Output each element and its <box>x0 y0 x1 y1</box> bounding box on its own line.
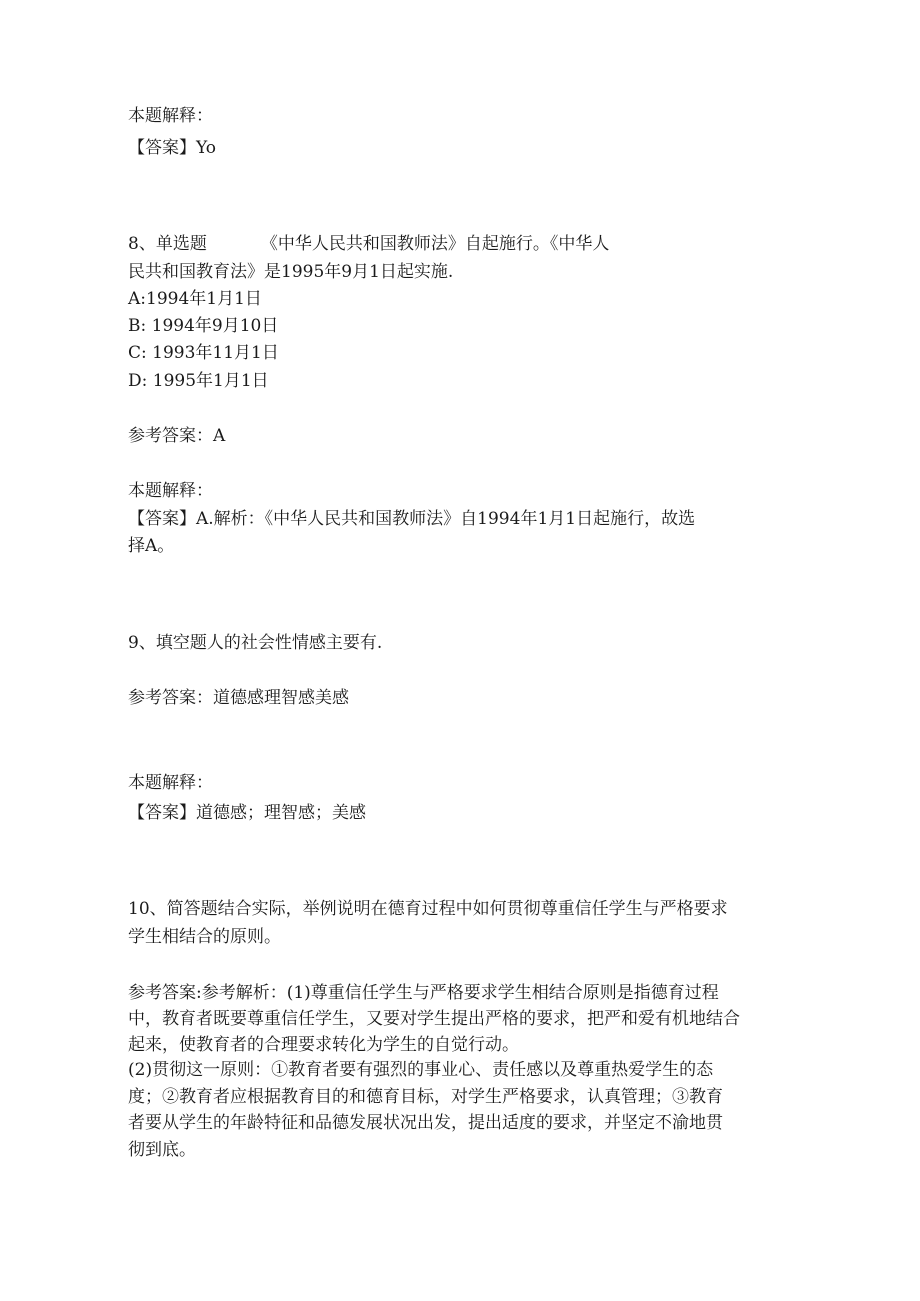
q8-option-c: C: 1993年11月1日 <box>128 343 279 363</box>
q7-answer-line: 【答案】Yo <box>128 138 216 158</box>
q8-option-d: D: 1995年1月1日 <box>128 371 269 391</box>
q10-answer-line2: 中，教育者既要尊重信任学生，又要对学生提出严格的要求，把严和爱有机地结合 <box>128 1009 740 1029</box>
q10-answer-line4: (2)贯彻这一原则：①教育者要有强烈的事业心、责任感以及尊重热爱学生的态 <box>128 1060 714 1080</box>
q8-explain-line1: 【答案】A.解析：《中华人民共和国教师法》自1994年1月1日起施行，故选 <box>128 509 696 529</box>
q10-answer-line7: 彻到底。 <box>128 1140 196 1160</box>
q10-answer-line1: 参考答案:参考解析：(1)尊重信任学生与严格要求学生相结合原则是指德育过程 <box>128 983 719 1003</box>
q10-answer-line6: 者要从学生的年龄特征和品德发展状况出发，提出适度的要求，并坚定不渝地贯 <box>128 1113 723 1133</box>
q9-explain-label: 本题解释： <box>128 773 213 793</box>
q7-explain-label: 本题解释： <box>128 106 213 126</box>
q8-stem-line2: 民共和国教育法》是1995年9月1日起实施. <box>128 262 454 282</box>
q8-option-a: A:1994年1月1日 <box>128 289 262 309</box>
q10-question-line1: 10、简答题结合实际，举例说明在德育过程中如何贯彻尊重信任学生与严格要求 <box>128 899 728 919</box>
q9-ref-answer: 参考答案：道德感理智感美感 <box>128 688 349 708</box>
q8-explain-line2: 择A。 <box>128 536 175 556</box>
q10-answer-line3: 起来，使教育者的合理要求转化为学生的自觉行动。 <box>128 1035 519 1055</box>
q9-question: 9、填空题人的社会性情感主要有. <box>128 633 383 653</box>
q8-number-type: 8、单选题 <box>128 234 207 254</box>
q8-option-b: B: 1994年9月10日 <box>128 316 279 336</box>
q9-explain-line: 【答案】道德感；理智感；美感 <box>128 803 366 823</box>
q10-answer-line5: 度；②教育者应根据教育目的和德育目标，对学生严格要求，认真管理；③教育 <box>128 1087 723 1107</box>
q10-question-line2: 学生相结合的原则。 <box>128 927 281 947</box>
q8-explain-label: 本题解释： <box>128 481 213 501</box>
q8-stem-part1: 《中华人民共和国教师法》自起施行。《中华人 <box>260 234 610 254</box>
q8-ref-answer: 参考答案：A <box>128 426 226 446</box>
q8-stem-line1 <box>128 232 609 256</box>
